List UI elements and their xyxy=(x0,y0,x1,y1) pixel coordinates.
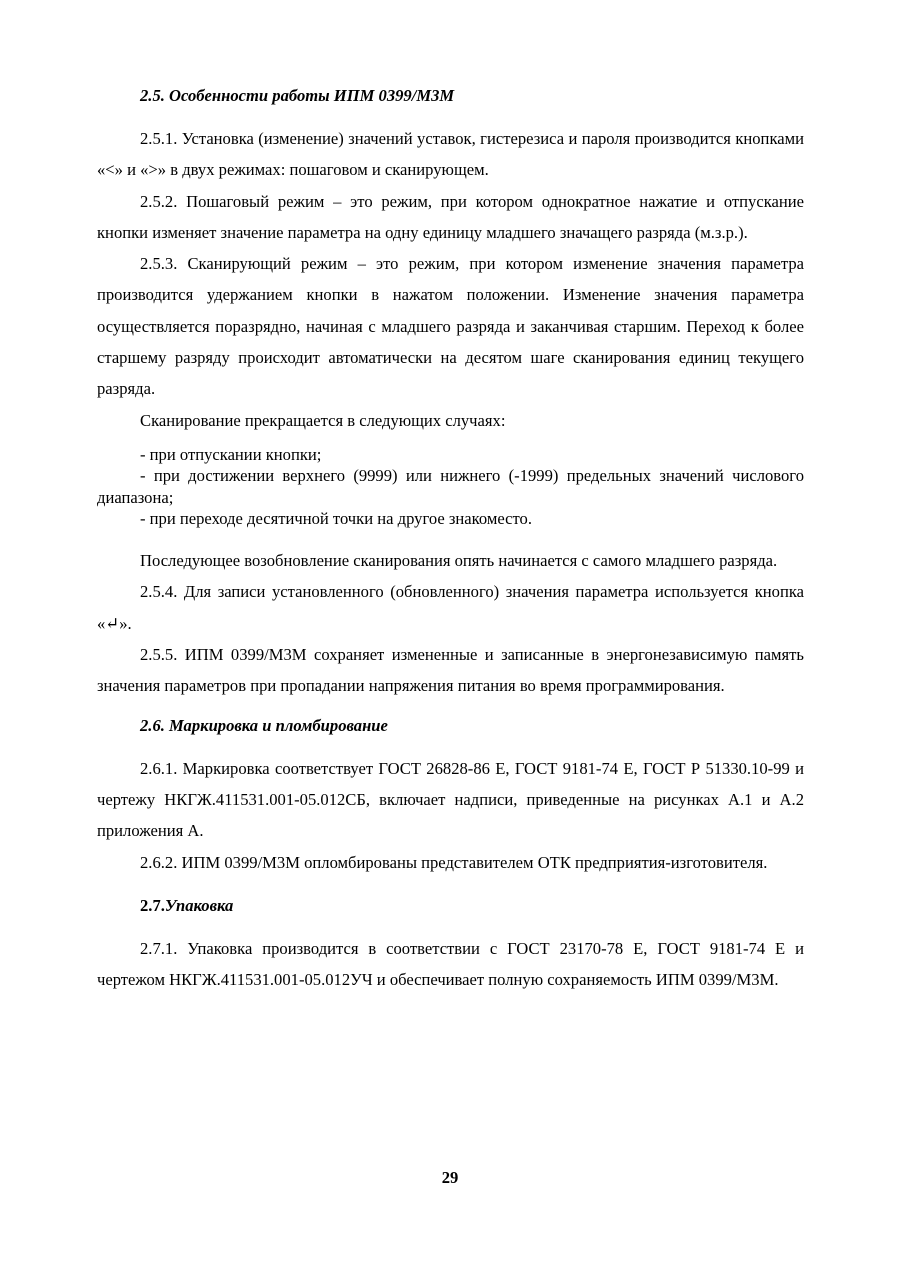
list-item: - при достижении верхнего (9999) или нижнего (-1999) предельных значений числового диапазона; xyxy=(97,466,804,507)
section-heading-2-5: 2.5. Особенности работы ИПМ 0399/М3М xyxy=(140,86,455,105)
list-item: - при отпускании кнопки; xyxy=(140,444,322,464)
paragraph-scan-resume: Последующее возобновление сканирования опять начинается с самого младшего разряда. xyxy=(140,551,778,571)
section-heading-2-6: 2.6. Маркировка и пломбирование xyxy=(140,715,388,735)
paragraph-2-5-4: 2.5.4. Для записи установленного (обновленного) значения параметра используется кнопка «↵». xyxy=(97,582,804,633)
scan-stop-list xyxy=(97,444,804,529)
paragraph-2-6-2: 2.6.2. ИПМ 0399/М3М опломбированы представителем ОТК предприятия-изготовителя. xyxy=(140,852,768,872)
paragraph-2-5-3: 2.5.3. Сканирующий режим – это режим, при котором изменение значения параметра производится удержанием кнопки в нажатом положении. Изменение значения параметра осуществляется поразрядно, начиная с младшего разряда и заканчивая старшим. Переход к более старшему разряду происходит автоматически на десятом шаге сканирования единиц текущего разряда. xyxy=(97,254,804,399)
paragraph-scan-stop-intro: Сканирование прекращается в следующих случаях: xyxy=(140,410,506,430)
paragraph-2-5-1: 2.5.1. Установка (изменение) значений уставок, гистерезиса и пароля производится кнопками «<» и «>» в двух режимах: пошаговом и сканирующем. xyxy=(97,129,804,180)
document-page xyxy=(97,86,804,995)
page-number: 29 xyxy=(441,1168,459,1187)
paragraph-2-7-1: 2.7.1. Упаковка производится в соответствии с ГОСТ 23170-78 Е, ГОСТ 9181-74 Е и чертежом НКГЖ.411531.001-05.012УЧ и обеспечивает полную сохраняемость ИПМ 0399/М3М. xyxy=(97,938,804,990)
section-heading-text: Упаковка xyxy=(164,895,234,915)
paragraph-2-5-2: 2.5.2. Пошаговый режим – это режим, при котором однократное нажатие и отпускание кнопки изменяет значение параметра на одну единицу младшего значащего разряда (м.з.р.). xyxy=(97,191,804,242)
section-heading-2-7 xyxy=(97,896,804,916)
section-heading-number: 2.7. xyxy=(140,895,165,915)
list-item: - при переходе десятичной точки на другое знакоместо. xyxy=(140,508,532,528)
paragraph-2-6-1: 2.6.1. Маркировка соответствует ГОСТ 26828-86 Е, ГОСТ 9181-74 Е, ГОСТ Р 51330.10-99 и чертежу НКГЖ.411531.001-05.012СБ, включает надписи, приведенные на рисунках А.1 и А.2 приложения А. xyxy=(97,758,804,841)
paragraph-2-5-5: 2.5.5. ИПМ 0399/М3М сохраняет измененные и записанные в энергонезависимую память значения параметров при пропадании напряжения питания во время программирования. xyxy=(97,645,804,696)
